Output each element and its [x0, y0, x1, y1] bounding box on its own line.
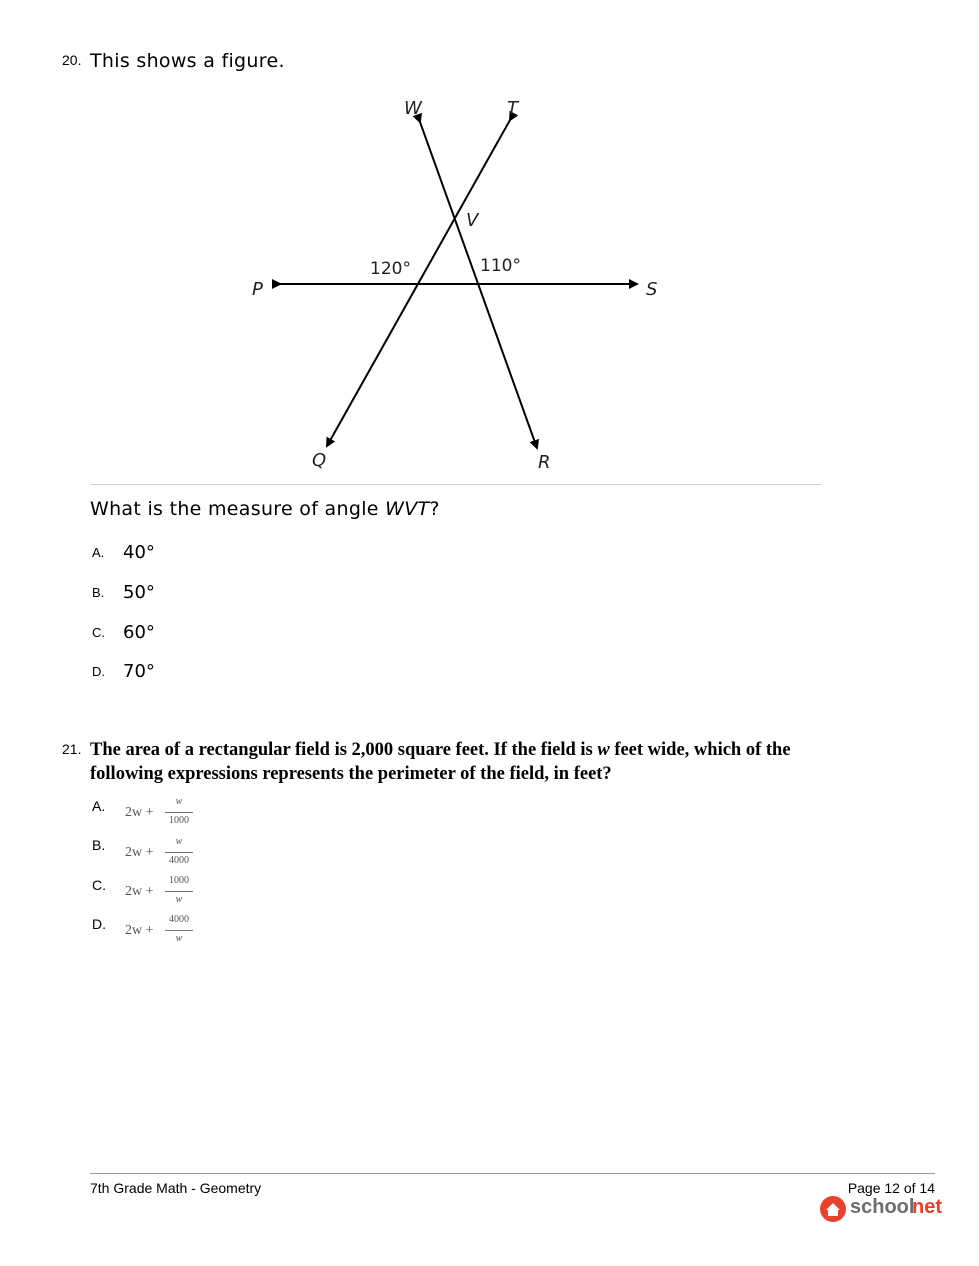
choice-a-letter: A.	[92, 545, 105, 560]
choice-b-text[interactable]: 50°	[123, 582, 155, 603]
question-21-number: 21.	[62, 741, 82, 757]
prompt-text: What is the measure of angle	[90, 498, 386, 520]
logo-text-net: net	[912, 1196, 942, 1218]
choice-a-text[interactable]: 40°	[123, 542, 155, 563]
choice-c-letter: C.	[92, 877, 106, 893]
prompt-suffix: ?	[429, 498, 440, 520]
choice-c-text[interactable]: 60°	[123, 622, 155, 643]
figure-divider	[90, 484, 822, 485]
home-icon	[820, 1196, 846, 1222]
angle-figure	[240, 90, 680, 480]
expr-denominator: 1000	[169, 815, 189, 826]
expr-numerator: w	[175, 796, 183, 807]
label-v: V	[466, 210, 479, 231]
expr-lead: 2w +	[125, 845, 154, 860]
choice-a-expression[interactable]	[125, 796, 205, 832]
footer-title: 7th Grade Math - Geometry	[90, 1180, 262, 1196]
label-w: W	[404, 98, 422, 119]
question-20-stem: This shows a figure.	[90, 50, 285, 72]
choice-d-expression[interactable]	[125, 914, 205, 950]
expr-numerator: w	[175, 836, 183, 847]
label-p: P	[252, 279, 263, 300]
expr-numerator: 1000	[169, 875, 189, 886]
question-20-number: 20.	[62, 52, 82, 68]
fraction-bar	[165, 891, 193, 892]
footer-page-number: Page 12 of 14	[847, 1180, 935, 1196]
expr-lead: 2w +	[125, 923, 154, 938]
question-20-prompt	[90, 498, 440, 520]
expr-numerator: 4000	[169, 914, 189, 925]
expr-denominator: 4000	[169, 855, 189, 866]
angle-label-110: 110°	[480, 256, 521, 276]
choice-b-letter: B.	[92, 585, 105, 600]
label-q: Q	[312, 450, 327, 471]
footer-divider	[90, 1173, 935, 1174]
angle-label-120: 120°	[370, 259, 411, 279]
choice-c-expression[interactable]	[125, 875, 205, 911]
choice-d-letter: D.	[92, 916, 106, 932]
choice-d-text[interactable]: 70°	[123, 661, 155, 682]
schoolnet-logo	[820, 1195, 940, 1223]
expr-lead: 2w +	[125, 805, 154, 820]
stem-text-2: feet wide, which of the following expressions represents the perimeter of the field, in feet?	[90, 740, 791, 784]
expr-denominator: w	[175, 933, 183, 944]
fraction-bar	[165, 852, 193, 853]
expr-denominator: w	[175, 894, 183, 905]
logo-text-school: school	[850, 1196, 915, 1218]
stem-text-1: The area of a rectangular field is 2,000 square feet. If the field is	[90, 740, 598, 760]
fraction-bar	[165, 812, 193, 813]
choice-b-letter: B.	[92, 837, 106, 853]
angle-name: WVT	[385, 498, 430, 520]
label-t: T	[507, 98, 518, 119]
fraction-bar	[165, 930, 193, 931]
choice-d-letter: D.	[92, 664, 105, 679]
choice-a-letter: A.	[92, 798, 106, 814]
label-s: S	[646, 279, 658, 300]
label-r: R	[538, 452, 551, 473]
choice-b-expression[interactable]	[125, 836, 205, 872]
choice-c-letter: C.	[92, 625, 105, 640]
question-21-stem	[90, 738, 820, 786]
expr-lead: 2w +	[125, 884, 154, 899]
stem-variable: w	[597, 740, 610, 760]
